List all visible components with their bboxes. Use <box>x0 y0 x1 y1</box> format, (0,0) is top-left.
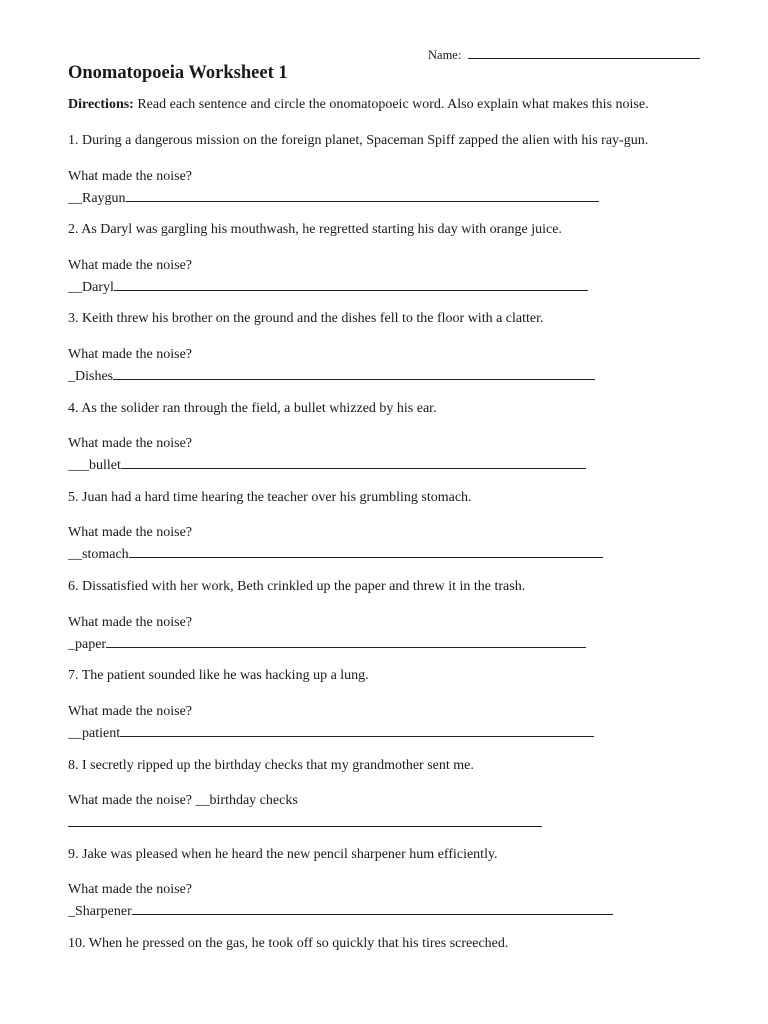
question-prompt: What made the noise? <box>68 258 193 273</box>
answer-blank[interactable] <box>68 826 542 827</box>
answer-blank[interactable] <box>126 188 599 202</box>
answer-text: __patient <box>68 726 121 741</box>
answer-blank[interactable] <box>132 901 613 915</box>
answer-text: ___bullet <box>68 458 121 473</box>
question-prompt: What made the noise? <box>68 793 193 808</box>
answer-line[interactable] <box>68 901 613 920</box>
question-prompt: What made the noise? <box>68 347 193 362</box>
question-sentence: 9. Jake was pleased when he heard the new pencil sharpener hum efficiently. <box>68 847 498 862</box>
question-sentence: 3. Keith threw his brother on the ground and the dishes fell to the floor with a clatter. <box>68 311 544 326</box>
answer-blank[interactable] <box>129 544 603 558</box>
question-prompt: What made the noise? <box>68 436 193 451</box>
answer-blank[interactable] <box>121 455 586 469</box>
question-sentence: 10. When he pressed on the gas, he took off so quickly that his tires screeched. <box>68 936 509 951</box>
question-prompt: What made the noise? <box>68 615 193 630</box>
name-field[interactable] <box>428 46 700 63</box>
directions <box>68 97 649 113</box>
question-sentence: 8. I secretly ripped up the birthday checks that my grandmother sent me. <box>68 758 474 773</box>
question-sentence: 5. Juan had a hard time hearing the teacher over his grumbling stomach. <box>68 490 472 505</box>
answer-line[interactable] <box>68 544 603 563</box>
directions-text: Read each sentence and circle the onomatopoeic word. Also explain what makes this noise. <box>133 97 649 112</box>
answer-text: __stomach <box>68 547 129 562</box>
answer-text: _paper <box>68 637 107 652</box>
question-sentence: 4. As the solider ran through the field, a bullet whizzed by his ear. <box>68 401 437 416</box>
answer-line[interactable] <box>68 793 298 809</box>
question-prompt: What made the noise? <box>68 525 193 540</box>
question-prompt: What made the noise? <box>68 704 193 719</box>
name-blank[interactable] <box>468 46 700 59</box>
question-sentence: 7. The patient sounded like he was hacking up a lung. <box>68 668 369 683</box>
answer-line[interactable] <box>68 455 586 474</box>
answer-line[interactable] <box>68 366 595 385</box>
answer-line[interactable] <box>68 277 588 296</box>
question-sentence: 2. As Daryl was gargling his mouthwash, he regretted starting his day with orange juice. <box>68 222 562 237</box>
answer-line[interactable] <box>68 188 599 207</box>
answer-blank[interactable] <box>106 634 586 648</box>
answer-line[interactable] <box>68 723 594 742</box>
question-sentence: 6. Dissatisfied with her work, Beth crinkled up the paper and threw it in the trash. <box>68 579 526 594</box>
question-prompt: What made the noise? <box>68 882 193 897</box>
page-title: Onomatopoeia Worksheet 1 <box>68 63 288 83</box>
answer-blank[interactable] <box>113 366 595 380</box>
answer-text: _Sharpener <box>68 904 132 919</box>
question-sentence: 1. During a dangerous mission on the foreign planet, Spaceman Spiff zapped the alien with his ray-gun. <box>68 133 649 148</box>
answer-blank[interactable] <box>120 723 594 737</box>
name-label: Name: <box>428 48 465 62</box>
answer-text: __Daryl <box>68 280 114 295</box>
answer-text: __Raygun <box>68 191 126 206</box>
answer-line[interactable] <box>68 634 586 653</box>
answer-text: _Dishes <box>68 369 114 384</box>
question-prompt: What made the noise? <box>68 169 193 184</box>
answer-blank[interactable] <box>114 277 588 291</box>
answer-text: __birthday checks <box>195 793 298 808</box>
directions-label: Directions: <box>68 97 134 112</box>
